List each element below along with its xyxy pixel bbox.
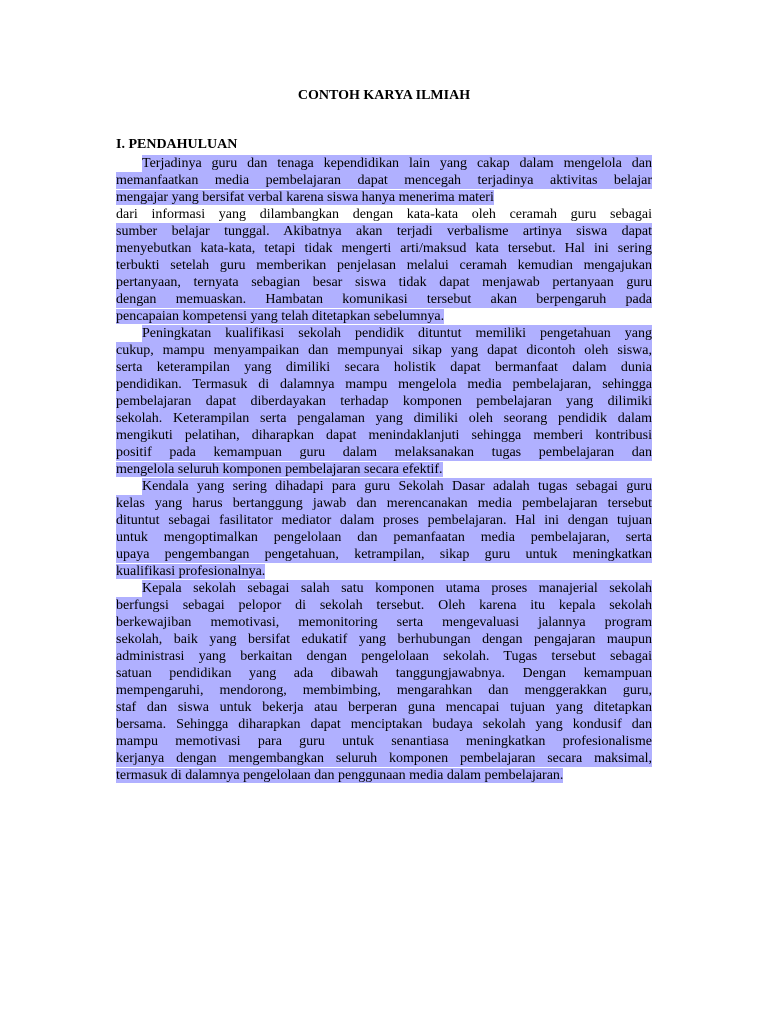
body-line: memanfaatkan media pembelajaran dapat mencegah terjadinya aktivitas belajar	[116, 173, 652, 188]
body-line: sumber belajar tunggal. Akibatnya akan terjadi verbalisme artinya siswa dapat	[116, 224, 652, 239]
body-line: untuk mengoptimalkan pengelolaan dan pemanfaatan media pembelajaran, serta	[116, 530, 652, 545]
body-line: pendidikan. Termasuk di dalamnya mampu mengelola media pembelajaran, sehingga	[116, 377, 652, 392]
body-line: upaya pengembangan pengetahuan, ketrampilan, sikap guru untuk meningkatkan	[116, 547, 652, 562]
body-line: sekolah. Keterampilan serta pengalaman yang dimiliki oleh seorang pendidik dalam	[116, 411, 652, 426]
body-line: berfungsi sebagai pelopor di sekolah tersebut. Oleh karena itu kepala sekolah	[116, 598, 652, 613]
body-line: kualifikasi profesionalnya.	[116, 564, 266, 579]
body-line: terbukti setelah guru memberikan penjelasan melalui ceramah kemudian mengajukan	[116, 258, 652, 273]
body-line: pembelajaran dapat diberdayakan terhadap komponen pembelajaran yang dilimiki	[116, 394, 652, 409]
body-line: dari informasi yang dilambangkan dengan kata-kata oleh ceramah guru sebagai	[116, 207, 652, 222]
body-line: serta keterampilan yang dimiliki secara holistik dapat bermanfaat dalam dunia	[116, 360, 652, 375]
body-line: mengikuti pelatihan, diharapkan dapat menindaklanjuti sehingga memberi kontribusi	[116, 428, 652, 443]
body-line: menyebutkan kata-kata, tetapi tidak mengerti arti/maksud kata tersebut. Hal ini sering	[116, 241, 652, 256]
body-line: positif pada kemampuan guru dalam melaksanakan tugas pembelajaran dan	[116, 445, 652, 460]
body-line: kerjanya dengan mengembangkan seluruh komponen pembelajaran secara maksimal,	[116, 751, 652, 766]
body-line: administrasi yang berkaitan dengan pengelolaan sekolah. Tugas tersebut sebagai	[116, 649, 652, 664]
body-line: pencapaian kompetensi yang telah ditetapkan sebelumnya.	[116, 309, 445, 324]
body-line: dituntut sebagai fasilitator mediator dalam proses pembelajaran. Hal ini dengan tujuan	[116, 513, 652, 528]
body-line: Kendala yang sering dihadapi para guru Sekolah Dasar adalah tugas sebagai guru	[142, 479, 652, 494]
body-line: sekolah, baik yang bersifat edukatif yang berhubungan dengan pengajaran maupun	[116, 632, 652, 647]
body-line: staf dan siswa untuk bekerja atau berperan guna mencapai tujuan yang ditetapkan	[116, 700, 652, 715]
body-line: satuan pendidikan yang ada dibawah tanggungjawabnya. Dengan kemampuan	[116, 666, 652, 681]
body-line: dengan memuaskan. Hambatan komunikasi tersebut akan berpengaruh pada	[116, 292, 652, 307]
body-line: mengajar yang bersifat verbal karena siswa hanya menerima materi	[116, 190, 494, 205]
body-line: Kepala sekolah sebagai salah satu komponen utama proses manajerial sekolah	[142, 581, 652, 596]
body-line: mempengaruhi, mendorong, membimbing, mengarahkan dan menggerakkan guru,	[116, 683, 652, 698]
body-line: Terjadinya guru dan tenaga kependidikan lain yang cakap dalam mengelola dan	[142, 156, 652, 171]
body-line: berkewajiban memotivasi, memonitoring serta mengevaluasi jalannya program	[116, 615, 652, 630]
section-heading: I. PENDAHULUAN	[116, 137, 238, 152]
body-line: mengelola seluruh komponen pembelajaran secara efektif.	[116, 462, 443, 477]
body-line: kelas yang harus bertanggung jawab dan merencanakan media pembelajaran tersebut	[116, 496, 652, 511]
body-line: mampu memotivasi para guru untuk senantiasa meningkatkan profesionalisme	[116, 734, 652, 749]
body-line: termasuk di dalamnya pengelolaan dan penggunaan media dalam pembelajaran.	[116, 768, 564, 783]
document-title: CONTOH KARYA ILMIAH	[297, 88, 471, 103]
body-line: bersama. Sehingga diharapkan dapat menciptakan budaya sekolah yang kondusif dan	[116, 717, 652, 732]
body-line: Peningkatan kualifikasi sekolah pendidik dituntut memiliki pengetahuan yang	[142, 326, 652, 341]
body-line: cukup, mampu menyampaikan dan mempunyai sikap yang dapat dicontoh oleh siswa,	[116, 343, 652, 358]
body-line: pertanyaan, ternyata sebagian besar siswa tidak dapat menjawab pertanyaan guru	[116, 275, 652, 290]
